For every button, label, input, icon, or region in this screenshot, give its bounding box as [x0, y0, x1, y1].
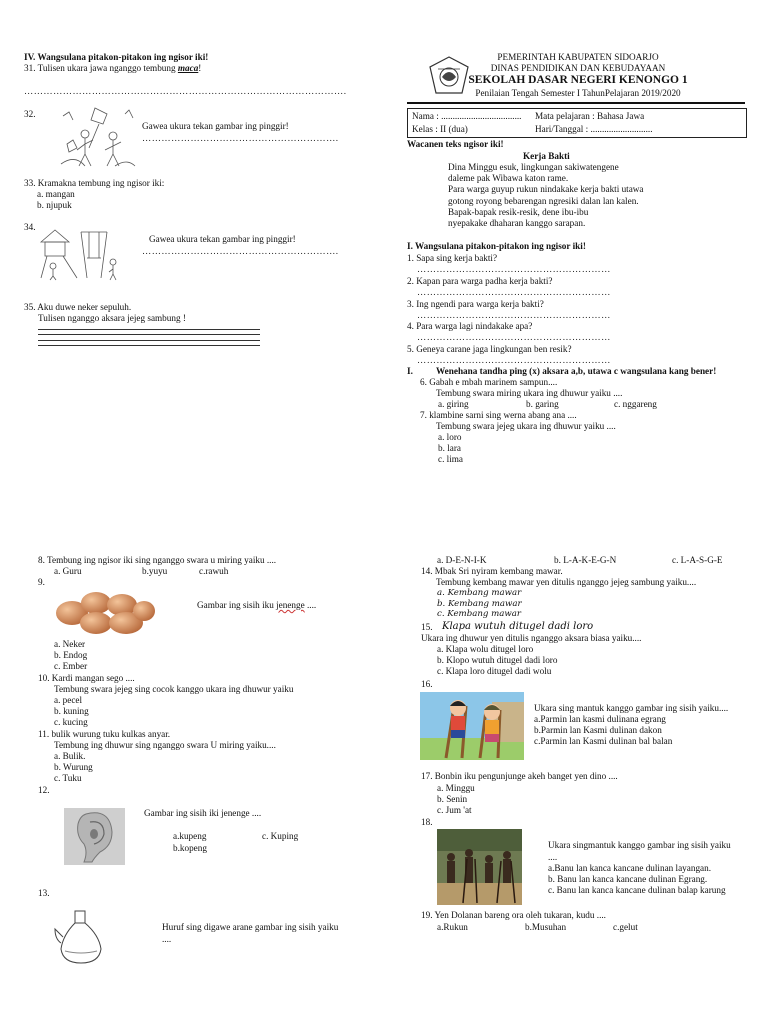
q14-option-a: a. Kembang mawar — [437, 588, 522, 598]
q16-options — [534, 714, 672, 748]
q8-text: 8. Tembung ing ngisor iki sing nganggo swara u miring yaiku .... — [38, 555, 277, 565]
q18-dots: .... — [548, 852, 558, 862]
q14-options — [437, 588, 522, 620]
subject-field: Mata pelajaran : Bahasa Jawa — [535, 111, 645, 121]
q16-option-c: c.Parmin lan Kasmi dulinan bal balan — [534, 736, 673, 747]
q17-option-b: b. Senin — [437, 794, 468, 805]
q5-text: 5. Geneya carane jaga lingkungan ben resik? — [407, 344, 572, 354]
q9-word: jenenge — [276, 600, 305, 610]
q18-option-a: a.Banu lan kanca kancane dulinan layangan. — [548, 863, 712, 873]
date-field: Hari/Tanggal : ........................... — [535, 124, 653, 134]
reading-intro: Wacanen teks ngisor iki! — [407, 139, 504, 149]
q16-text: Ukara sing mantuk kanggo gambar ing sisih yaiku.... — [534, 703, 729, 713]
q13-option-c: c. L-A-S-G-E — [672, 555, 723, 565]
q4-text: 4. Para warga lagi nindakake apa? — [407, 321, 533, 331]
q2-answer-line: …………………………………………………… — [417, 287, 611, 297]
reading-line: daleme pak Wibawa katon rame. — [448, 173, 569, 184]
q9-number: 9. — [38, 577, 45, 587]
traditional-game-photo — [437, 829, 522, 905]
q18-number: 18. — [421, 817, 433, 827]
q10-option-a: a. pecel — [54, 695, 83, 705]
q18-option-c: c. Banu lan kanca kancane dulinan balap karung — [548, 885, 726, 896]
q6-option-a: a. giring — [438, 399, 469, 409]
children-playing-illustration — [55, 104, 137, 172]
q9-option-c: c. Ember — [54, 661, 88, 672]
q15-cursive-sentence: Klapa wutuh ditugel dadi loro — [442, 621, 594, 632]
writing-line — [38, 334, 260, 335]
exam-title: Penilaian Tengah Semester I TahunPelajaran 2019/2020 — [475, 87, 681, 98]
q34-text: Gawea ukura tekan gambar ing pinggir! — [149, 234, 296, 244]
header-line-2: DINAS PENDIDIKAN DAN KEBUDAYAAN — [490, 63, 666, 74]
q13-dots: .... — [162, 934, 172, 944]
student-info-box — [407, 108, 747, 138]
q35-text: 35. Aku duwe neker sepuluh. — [24, 302, 132, 312]
q14-option-b: b. Kembang mawar — [437, 598, 522, 609]
q4-answer-line: …………………………………………………… — [417, 332, 611, 342]
q12-text: Gambar ing sisih iki jenenge .... — [144, 808, 262, 818]
school-name: SEKOLAH DASAR NEGERI KENONGO 1 — [468, 74, 688, 87]
q10-text: 10. Kardi mangan sego .... — [38, 673, 135, 683]
stilts-children-image — [420, 692, 524, 760]
letterhead — [408, 52, 748, 99]
class-field: Kelas : II (dua) — [412, 124, 468, 134]
header-rule — [407, 102, 745, 104]
q10-option-c: c. kucing — [54, 717, 88, 728]
q11-option-c: c. Tuku — [54, 773, 82, 784]
q9-option-a: a. Neker — [54, 639, 86, 649]
q15-option-c: c. Klapa loro ditugel dadi wolu — [437, 666, 552, 677]
q6-option-b: b. garing — [526, 399, 559, 409]
q7-options — [438, 432, 463, 466]
reading-line: Para warga guyup rukun nindakake kerja bakti utawa — [448, 184, 644, 195]
q16-option-a: a.Parmin lan kasmi dulinana egrang — [534, 714, 666, 724]
q10-option-b: b. kuning — [54, 706, 89, 717]
q33-option-b: b. njupuk — [37, 200, 72, 210]
q33-text: 33. Kramakna tembung ing ngisor iki: — [24, 178, 165, 188]
q31-prefix: 31. Tulisen ukara jawa nganggo tembung — [24, 63, 178, 73]
q6-subtext: Tembung swara miring ukara ing dhuwur yaiku .... — [436, 388, 623, 398]
q17-options — [437, 783, 475, 817]
q8-option-b: b.yuyu — [142, 566, 168, 576]
q32-answer-line: ……………………………………………………. — [142, 133, 339, 143]
reading-title: Kerja Bakti — [523, 151, 570, 161]
reading-line: nyepakake dhaharan kanggo sarapan. — [448, 218, 586, 229]
q12-number: 12. — [38, 785, 50, 795]
q12-option-c: c. Kuping — [262, 831, 299, 841]
q13-number: 13. — [38, 888, 50, 898]
q34-answer-line: ……………………………………………………. — [142, 246, 339, 256]
section-1-title: I. Wangsulana pitakon-pitakon ing ngisor iki! — [407, 241, 586, 251]
q31-answer-line: ………………………………………………………………………………………. — [24, 86, 347, 96]
q10-options — [54, 695, 89, 729]
q1-text: 1. Sapa sing kerja bakti? — [407, 253, 498, 263]
q3-text: 3. Ing ngendi para warga kerja bakti? — [407, 299, 544, 309]
q19-option-b: b.Musuhan — [525, 922, 567, 932]
q6-text: 6. Gabah e mbah marinem sampun.... — [420, 377, 558, 387]
q10-subtext: Tembung swara jejeg sing cocok kanggo ukara ing dhuwur yaiku — [54, 684, 294, 694]
q7-option-a: a. loro — [438, 432, 462, 442]
question-31 — [24, 63, 201, 74]
q19-text: 19. Yen Dolanan bareng ora oleh tukaran, kudu .... — [421, 910, 606, 920]
q12-option-b: b.kopeng — [173, 843, 207, 853]
q7-option-c: c. lima — [438, 454, 464, 465]
q9-text-post: .... — [304, 600, 317, 610]
q19-option-a: a.Rukun — [437, 922, 468, 932]
q15-option-a: a. Klapa wolu ditugel loro — [437, 644, 534, 654]
q34-number: 34. — [24, 222, 36, 232]
q18-options — [548, 863, 726, 897]
q14-text: 14. Mbak Sri nyiram kembang mawar. — [421, 566, 563, 576]
q9-text — [197, 600, 316, 611]
q11-text: 11. bulik wurung tuku kulkas anyar. — [38, 729, 171, 739]
q19-option-c: c.gelut — [613, 922, 638, 932]
q9-options — [54, 639, 87, 673]
q5-answer-line: …………………………………………………… — [417, 355, 611, 365]
q17-text: 17. Bonbin iku pengunjunge akeh banget yen dino .... — [421, 771, 618, 781]
q8-option-c: c.rawuh — [199, 566, 229, 576]
reading-line: Dina Minggu esuk, lingkungan sakiwatengene — [448, 162, 619, 172]
q12-option-a: a.kupeng — [173, 831, 207, 841]
section-title-iv: IV. Wangsulana pitakon-pitakon ing ngisor iki! — [24, 52, 209, 62]
q18-option-b: b. Banu lan kanca kancane dulinan Egrang. — [548, 874, 708, 885]
q11-subtext: Tembung ing dhuwur sing nganggo swara U miring yaiku.... — [54, 740, 276, 750]
q11-option-a: a. Bulik. — [54, 751, 86, 761]
q17-option-a: a. Minggu — [437, 783, 475, 793]
q13-option-a: a. D-E-N-I-K — [437, 555, 487, 565]
reading-line: gotong royong bebarengan ngresiki dalan lan kalen. — [448, 195, 639, 206]
q6-option-c: c. nggareng — [614, 399, 657, 409]
writing-line — [38, 329, 260, 330]
q11-option-b: b. Wurung — [54, 762, 93, 773]
kettle-image — [53, 907, 108, 967]
student-name-field: Nama : ................................... — [412, 111, 522, 121]
q31-suffix: ! — [198, 63, 202, 73]
writing-line — [38, 345, 260, 346]
q15-option-b: b. Klopo wutuh ditugel dadi loro — [437, 655, 558, 666]
q31-word: maca — [177, 63, 199, 73]
q33-option-a: a. mangan — [37, 189, 75, 199]
reading-line: Bapak-bapak resik-resik, dene ibu-ibu — [448, 206, 589, 217]
q15-options — [437, 644, 557, 678]
q2-text: 2. Kapan para warga padha kerja bakti? — [407, 276, 553, 286]
q7-option-b: b. lara — [438, 443, 461, 454]
q3-answer-line: …………………………………………………… — [417, 310, 611, 320]
eggs-image — [52, 587, 156, 635]
q9-option-b: b. Endog — [54, 650, 88, 661]
section-2-title: Wenehana tandha ping (x) aksara a,b, utawa c wangsulana kang bener! — [436, 366, 717, 376]
q7-text: 7. klambine sarni sing werna abang ana .... — [420, 410, 577, 420]
q13-text: Huruf sing digawe arane gambar ing sisih yaiku — [162, 922, 339, 932]
q16-option-b: b.Parmin lan Kasmi dulinan dakon — [534, 725, 662, 736]
playground-illustration — [37, 222, 122, 282]
q14-option-c: c. Kembang mawar — [437, 609, 521, 620]
q15-subtext: Ukara ing dhuwur yen ditulis nganggo aksara biasa yaiku.... — [421, 633, 642, 643]
q8-option-a: a. Guru — [54, 566, 82, 576]
reading-passage — [448, 162, 644, 229]
q13-option-b: b. L-A-K-E-G-N — [554, 555, 617, 565]
header-line-1: PEMERINTAH KABUPATEN SIDOARJO — [497, 52, 659, 62]
q1-answer-line: …………………………………………………… — [417, 264, 611, 274]
ear-image — [64, 808, 125, 865]
q32-text: Gawea ukura tekan gambar ing pinggir! — [142, 121, 289, 131]
q35-subtext: Tulisen nganggo aksara jejeg sambung ! — [38, 313, 186, 323]
q32-number: 32. — [24, 109, 36, 119]
q15-number: 15. — [421, 622, 433, 632]
q7-subtext: Tembung swara jejeg ukara ing dhuwur yaiku .... — [436, 421, 616, 431]
section-2-number: I. — [407, 366, 413, 376]
q14-subtext: Tembung kembang mawar yen ditulis nganggo jejeg sambung yaiku.... — [436, 577, 697, 587]
q17-option-c: c. Jum 'at — [437, 805, 472, 816]
q11-options — [54, 751, 93, 785]
q16-number: 16. — [421, 679, 433, 689]
q18-text: Ukara singmantuk kanggo gambar ing sisih yaiku — [548, 840, 731, 850]
q9-text-pre: Gambar ing sisih iku — [197, 600, 277, 610]
writing-line — [38, 340, 260, 341]
